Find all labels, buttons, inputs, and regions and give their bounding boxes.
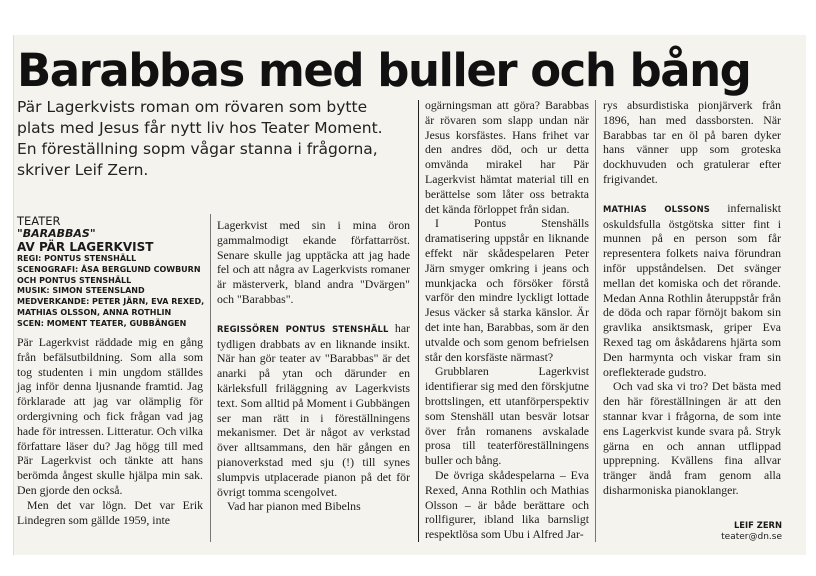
paragraph: De övriga skådespelarna – Eva Rexed, Anna Rothlin och Mathias Olsson – är både berättare och rollfigurer, ibland lika barnsligt respektlösa som Ubu i Alfred Jar- <box>425 467 589 542</box>
credit-line: MEDVERKANDE: PETER JÄRN, EVA REXED, MATHIAS OLSSON, ANNA ROTHLIN <box>17 297 205 317</box>
byline-name: LEIF ZERN <box>733 520 782 530</box>
ingress-text: Pär Lagerkvists roman om rövaren som bytte plats med Jesus får nytt liv hos Teater Moment. En föreställning sopm vågar stanna i frågorna, skriver Leif Zern. <box>17 98 383 179</box>
column-4 <box>603 98 781 498</box>
paragraph: Och vad ska vi tro? Det bästa med den här föreställningen är att den stannar kvar i frågorna, de som inte ens Lagerkvist kunde svara på. Stryk gärna en och annan utflippad upprepning. Kvällens fina allvar tränger ändå fram genom alla disharmoniska pianoklanger. <box>603 379 781 497</box>
section-label: TEATER <box>17 214 61 228</box>
lead-in: MATHIAS OLSSONS <box>603 203 711 214</box>
byline-email: teater@dn.se <box>721 532 782 542</box>
column-2 <box>217 218 410 514</box>
credit-line: SCENOGRAFI: ÅSA BERGLUND COWBURN OCH PONTUS STENSHÄLL <box>17 264 201 285</box>
byline <box>721 519 782 543</box>
paragraph-text: infernaliskt oskuldsfulla östgötska sitter fint i munnen på en person som får representera folkets naiva förundran inför uppståndelsen. Det svänger mellan det komiska och det rörande. Medan Anna Rothlin återuppstår från de döda och rapar förnöjt bakom sin gravlika ansiktsmask, griper Eva Rexed tag om åskådarens hjärta som Den harmynta och viskar fram sin oreflekterade gudstro. <box>603 200 781 379</box>
credit-line: SCEN: MOMENT TEATER, GUBBÄNGEN <box>17 318 187 328</box>
paragraph: Pär Lagerkvist räddade mig en gång från befälsutbildning. Som alla som tog studenten i min ungdom ställdes jag inför denna ljusnande framtid. Jag förklarade att jag var olämplig för ordergivning och fick frågan vad jag hade för intressen. Litteratur. Och vilka författare läser du? Jag högg till med Pär Lagerkvist och tänkte att hans berömda ångest skulle hjälpa min sak. Den gjorde den också. <box>17 335 203 497</box>
paragraph: rys absurdistiska pionjärverk från 1896, han med dassborsten. När Barabbas tar en öl på baren dyker hans vänner upp som groteska dockhuvuden och gratulerar efter frigivandet. <box>603 98 781 186</box>
headline: Barabbas med buller och bång <box>17 44 751 97</box>
paragraph: Vad har pianon med Bibelns <box>227 499 361 514</box>
paragraph <box>603 201 781 380</box>
lead-in: REGISSÖREN PONTUS STENSHÄLL <box>217 323 389 334</box>
column-3 <box>425 98 589 542</box>
paragraph: I Pontus Stenshälls dramatisering uppstår en liknande effekt när skådespelaren Peter Järn smyger omkring i jeans och munkjacka och försöker förstå varför den mindre lyckligt lottade Jesus väcker så starka känslor. Är det inte han, Barabbas, som är den utvalde och som genom befrielsen står den korsfäste närmast? <box>425 216 589 364</box>
column-1 <box>17 335 203 527</box>
paragraph <box>217 321 410 500</box>
credit-line: MUSIK: SIMON STEENSLAND <box>17 286 145 296</box>
column-divider <box>210 214 211 542</box>
column-divider <box>418 100 419 542</box>
credits-box <box>17 215 207 330</box>
paragraph: Grubblaren Lagerkvist identifierar sig med den förskjutne brottslingen, ett utanförperspektiv som Stenshäll utan besvär lotsar över från romanens avskalade prosa till teaterföreställningens buller och bång. <box>425 364 589 468</box>
paragraph-text: har tydligen drabbats av en liknande insikt. När han gör teater av "Barabbas" är det anarki på ytan och därunder en kärleksfull friläggning av Lagerkvists text. Som alltid på Moment i Gubbängen ser man rätt in i föreställningens mekanismer. Det är något av verkstad över alltsammans, den här gången en pianoverkstad med sju (!) till synes slumpvis utplacerade pianon på det för övrigt tomma scengolvet. <box>217 320 410 499</box>
paragraph: Lagerkvist med sin i mina öron gammalmodigt ekande författarröst. Senare skulle jag upptäcka att jag hade fel och att några av Lagerkvists romaner är mästerverk, bland andra "Dvärgen" och "Barabbas". <box>217 218 410 306</box>
play-author: AV PÄR LAGERKVIST <box>17 240 154 254</box>
ingress <box>17 97 407 181</box>
paragraph: ogärningsman att göra? Barabbas är rövaren som slapp undan när Jesus korsfästes. Hans frihet var den andres död, och ur detta omvända mirakel har Pär Lagerkvist hämtat material till en berättelse som låter oss betrakta det kända förloppet från sidan. <box>425 98 589 216</box>
paragraph: Men det var lögn. Det var Erik Lindegren som gällde 1959, inte <box>17 497 203 527</box>
credit-line: REGI: PONTUS STENSHÄLL <box>17 254 137 263</box>
column-divider <box>595 100 596 542</box>
play-title: "BARABBAS" <box>17 227 96 240</box>
page-margin <box>0 555 816 576</box>
